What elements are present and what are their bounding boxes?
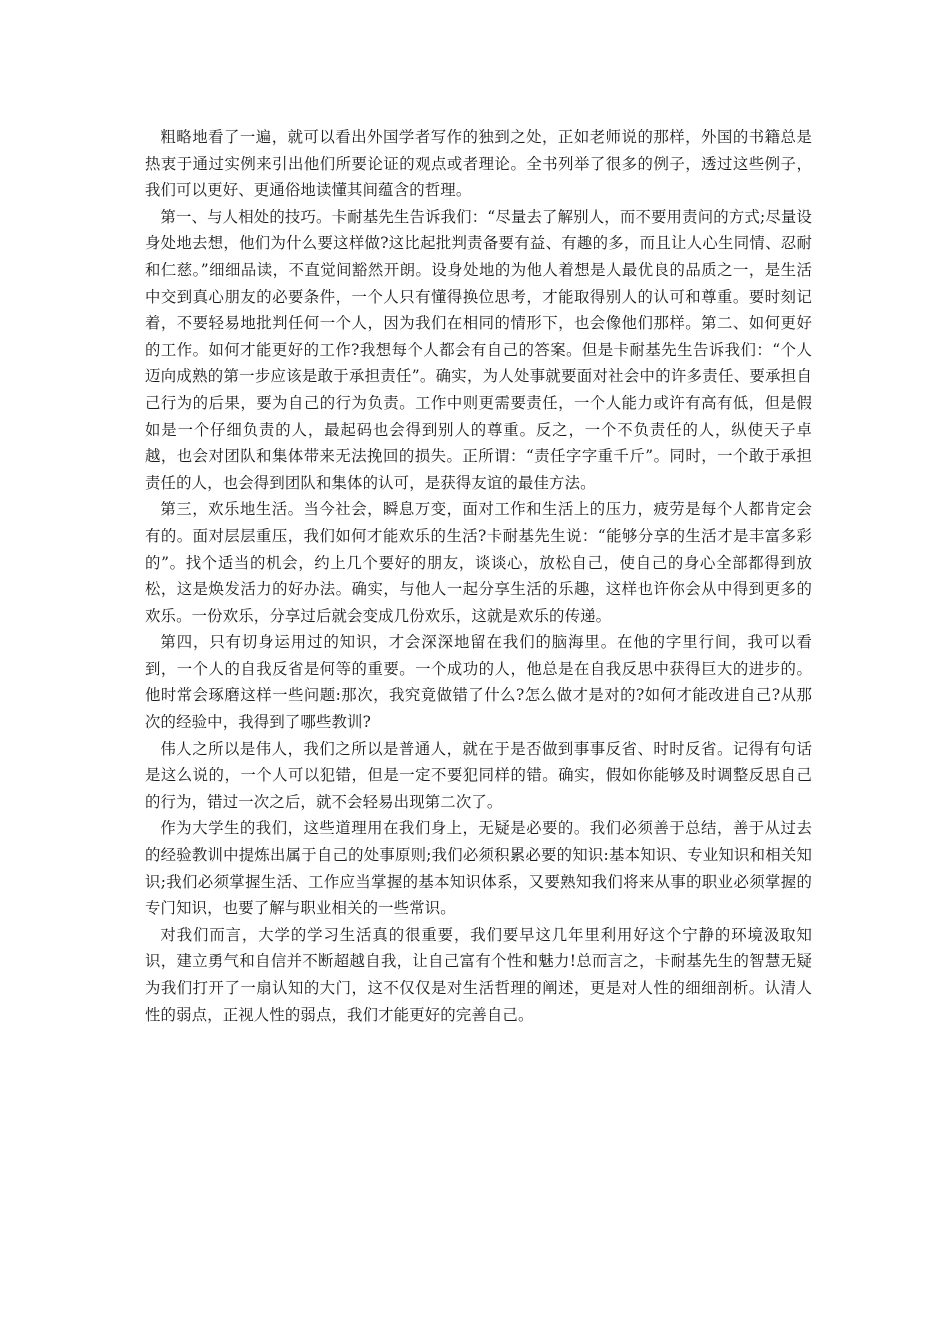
paragraph-6: 作为大学生的我们，这些道理用在我们身上，无疑是必要的。我们必须善于总结，善于从过去的经验教训中提炼出属于自己的处事原则;我们必须积累必要的知识:基本知识、专业知识和相关知识;我们必须掌握生活、工作应当掌握的基本知识体系，又要熟知我们将来从事的职业必须掌握的专门知识，也要了解与职业相关的一些常识。 [145, 819, 812, 918]
paragraph-7: 对我们而言，大学的学习生活真的很重要，我们要早这几年里利用好这个宁静的环境汲取知识，建立勇气和自信并不断超越自我，让自己富有个性和魅力!总而言之，卡耐基先生的智慧无疑为我们打开了一扇认知的大门，这不仅仅是对生活哲理的阐述，更是对人性的细细剖析。认清人性的弱点，正视人性的弱点，我们才能更好的完善自己。 [145, 925, 812, 1024]
paragraph-2: 第一、与人相处的技巧。卡耐基先生告诉我们：“尽量去了解别人，而不要用责问的方式;尽量设身处地去想，他们为什么要这样做?这比起批判责备要有益、有趣的多，而且让人心生同情、忍耐和仁慈。”细细品读，不直觉间豁然开朗。设身处地的为他人着想是人最优良的品质之一，是生活中交到真心朋友的必要条件，一个人只有懂得换位思考，才能取得别人的认可和尊重。要时刻记着，不要轻易地批判任何一个人，因为我们在相同的情形下，也会像他们那样。第二、如何更好的工作。如何才能更好的工作?我想每个人都会有自己的答案。但是卡耐基先生告诉我们：“个人迈向成熟的第一步应该是敢于承担责任”。确实，为人处事就要面对社会中的许多责任、要承担自己行为的后果，要为自己的行为负责。工作中则更需要责任，一个人能力或许有高有低，但是假如是一个仔细负责的人，最起码也会得到别人的尊重。反之，一个不负责任的人，纵使天子卓越，也会对团队和集体带来无法挽回的损失。正所谓：“责任字字重千斤”。同时，一个敢于承担责任的人，也会得到团队和集体的认可，是获得友谊的最佳方法。 [145, 207, 812, 492]
paragraph-5: 伟人之所以是伟人，我们之所以是普通人，就在于是否做到事事反省、时时反省。记得有句话是这么说的，一个人可以犯错，但是一定不要犯同样的错。确实，假如你能够及时调整反思自己的行为，错过一次之后，就不会轻易出现第二次了。 [145, 739, 812, 811]
paragraph-1: 粗略地看了一遍，就可以看出外国学者写作的独到之处，正如老师说的那样，外国的书籍总是热衷于通过实例来引出他们所要论证的观点或者理论。全书列举了很多的例子，透过这些例子，我们可以更好、更通俗地读懂其间蕴含的哲理。 [145, 128, 812, 200]
paragraph-3: 第三，欢乐地生活。当今社会，瞬息万变，面对工作和生活上的压力，疲劳是每个人都肯定会有的。面对层层重压，我们如何才能欢乐的生活?卡耐基先生说：“能够分享的生活才是丰富多彩的”。找个适当的机会，约上几个要好的朋友，谈谈心，放松自己，使自己的身心全部都得到放松，这是焕发活力的好办法。确实，与他人一起分享生活的乐趣，这样也许你会从中得到更多的欢乐。一份欢乐，分享过后就会变成几份欢乐，这就是欢乐的传递。 [145, 500, 812, 625]
paragraph-4: 第四，只有切身运用过的知识，才会深深地留在我们的脑海里。在他的字里行间，我可以看到，一个人的自我反省是何等的重要。一个成功的人，他总是在自我反思中获得巨大的进步的。他时常会琢磨这样一些问题:那次，我究竟做错了什么?怎么做才是对的?如何才能改进自己?从那次的经验中，我得到了哪些教训? [145, 633, 812, 732]
document-body [145, 124, 812, 1028]
